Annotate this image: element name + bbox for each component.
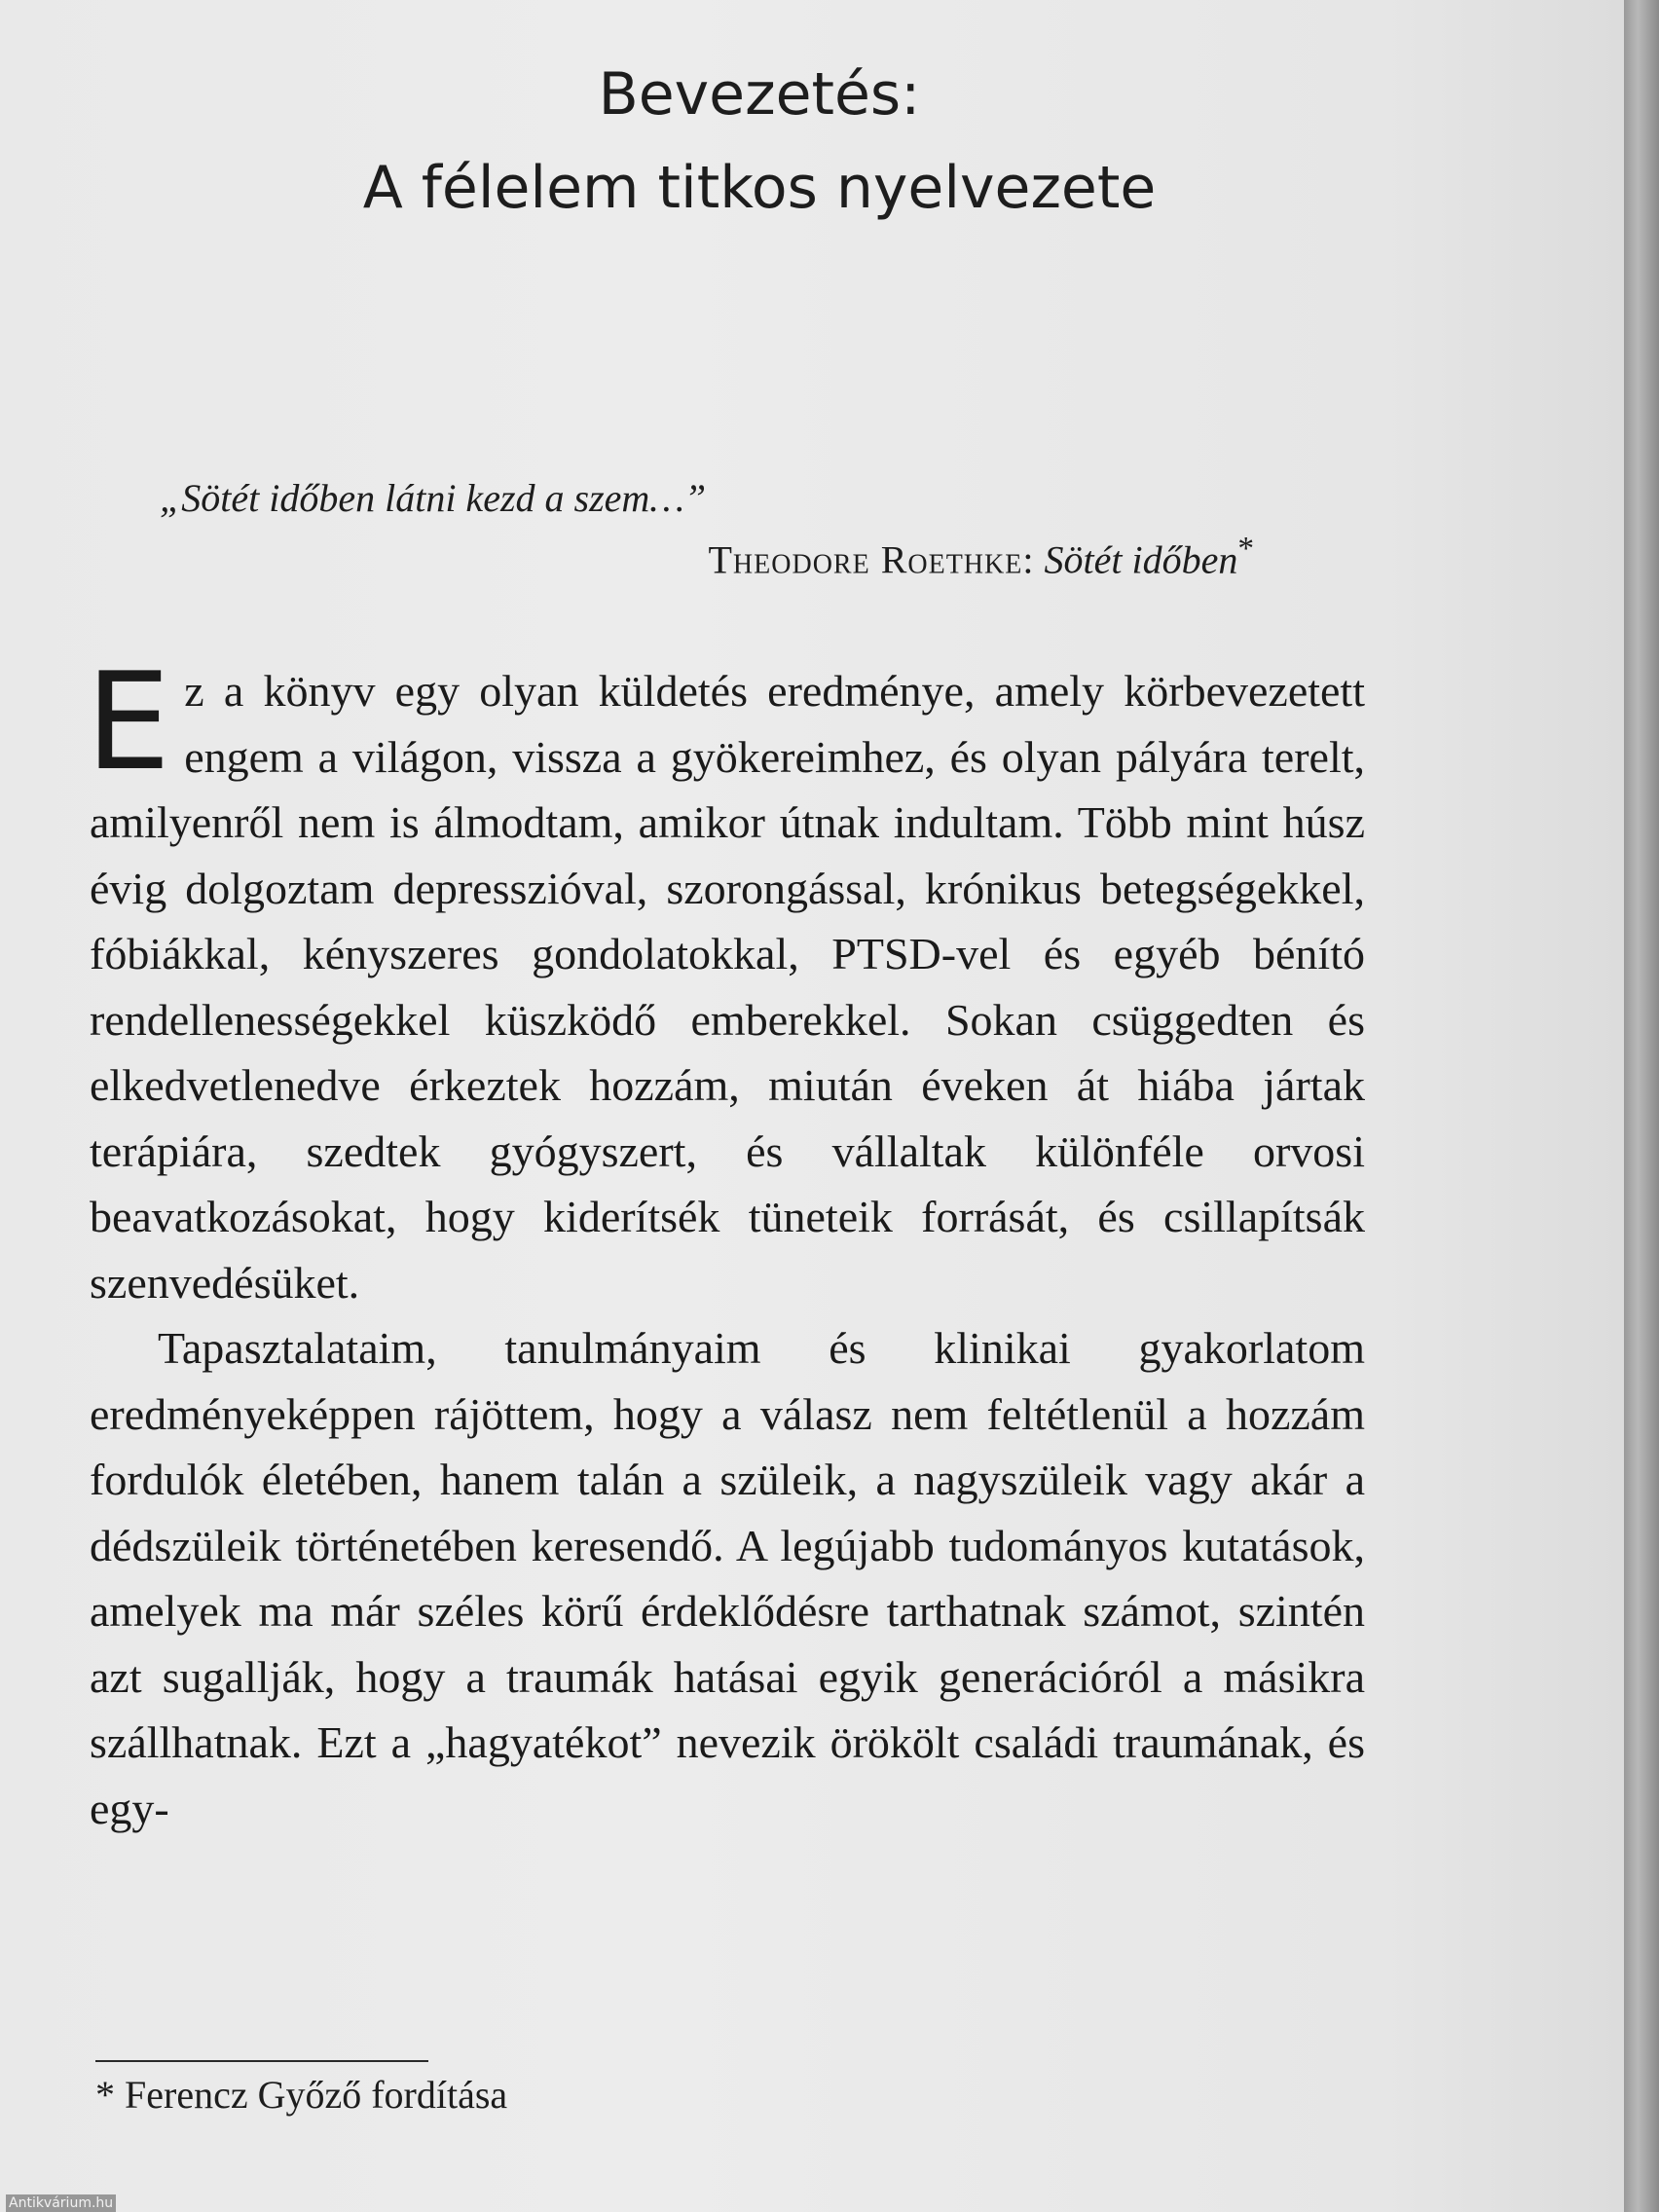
paragraph-2: Tapasztalataim, tanulmányaim és klinikai gyakorlatom eredményeképpen rájöttem, hogy a válasz nem feltétlenül a hozzám fordulók életében, hanem talán a szüleik, a nagyszüleik vagy akár a dédszüleik történetében keresendő. A legújabb tudományos kutatások, amelyek ma már széles körű érdeklődésre tarthatnak számot, szintén azt sugallják, hogy a traumák hatásai egyik generációról a másikra szállhatnak. Ezt a „hagyatékot” nevezik örökölt családi traumának, és egy- [90,1323,1365,1833]
footnote-divider [95,2060,428,2062]
footnote-mark: * [1237,531,1254,567]
paragraph-1-text: z a könyv egy olyan küldetés eredménye, amely körbevezetett engem a világon, vissza a gyökereimhez, és olyan pályára terelt, amilyenről nem is álmodtam, amikor útnak indultam. Több mint húsz évig dolgoztam depresszióval, szorongással, krónikus betegségekkel, fóbiákkal, kényszeres gondolatokkal, PTSD-vel és egyéb bénító rendellenességekkel küszködő emberekkel. Sokan csüggedten és elkedvetlenedve érkeztek hozzám, miután éveken át hiába jártak terápiára, szedtek gyógyszert, és vállaltak különféle orvosi beavatkozásokat, hogy kiderítsék tüneteik forrását, és csillapítsák szenvedésüket. [90,666,1365,1308]
drop-cap: E [86,644,171,800]
footnote: * Ferencz Győző fordítása [95,2073,508,2117]
chapter-title-line1: Bevezetés: [598,60,921,129]
epigraph-quote: „Sötét időben látni kezd a szem…” [160,476,707,520]
epigraph-author: Theodore Roethke: [708,537,1035,582]
epigraph-attribution [709,531,1255,582]
paragraph-1 [86,644,1365,1315]
body-text [86,644,1365,1841]
epigraph-work: Sötét időben [1044,537,1238,582]
chapter-title-line2: A félelem titkos nyelvezete [362,154,1157,222]
watermark-logo: Antikvárium.hu [6,2194,116,2212]
page-edge-shadow [1624,0,1659,2212]
